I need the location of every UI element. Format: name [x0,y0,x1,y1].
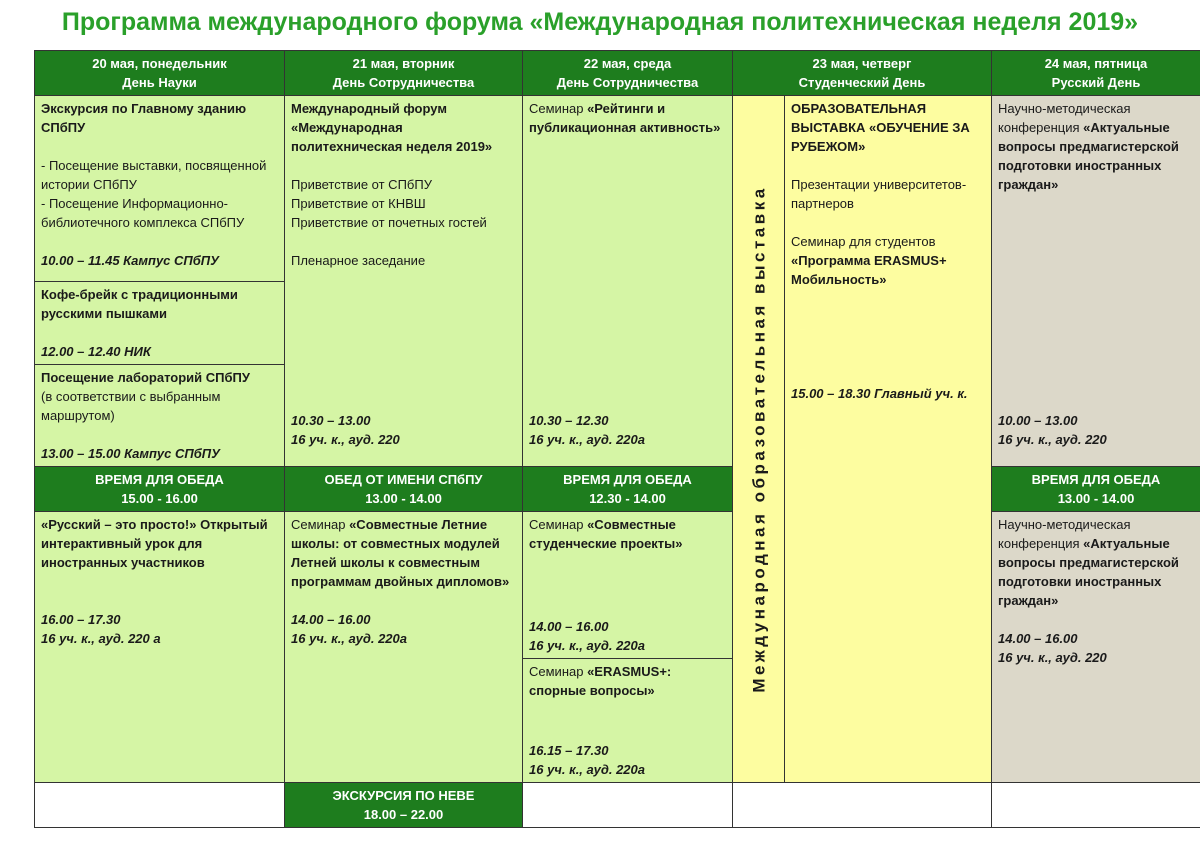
day-header-wed: 22 мая, среда День Сотрудничества [523,51,733,96]
fri-evening-empty [992,783,1200,828]
fri-lunch: ВРЕМЯ ДЛЯ ОБЕДА 13.00 - 14.00 [992,467,1200,512]
fri-conference-1: Научно-методическая конференция «Актуальные вопросы предмагистерской подготовки иностранных граждан» 10.00 – 13.00 16 уч. к., ауд. 220 [992,96,1200,467]
page-title: Программа международного форума «Международная политехническая неделя 2019» [61,8,1139,36]
mon-lunch: ВРЕМЯ ДЛЯ ОБЕДА 15.00 - 16.00 [35,467,285,512]
mon-coffee-break: Кофе-брейк с традиционными русскими пышками 12.00 – 12.40 НИК [35,282,285,365]
thu-vertical-exhibition: Международная образовательная выставка [733,96,785,783]
thu-evening-empty [733,783,992,828]
day-header-tue: 21 мая, вторник День Сотрудничества [285,51,523,96]
day-header-row [35,51,1200,96]
tue-neva-excursion: ЭКСКУРСИЯ ПО НЕВЕ 18.00 – 22.00 [285,783,523,828]
fri-conference-2: Научно-методическая конференция «Актуальные вопросы предмагистерской подготовки иностранных граждан» 14.00 – 16.00 16 уч. к., ауд. 220 [992,512,1200,783]
evening-row [35,783,1200,828]
day-header-mon: 20 мая, понедельник День Науки [35,51,285,96]
wed-evening-empty [523,783,733,828]
tue-seminar-summer-schools: Семинар «Совместные Летние школы: от совместных модулей Летней школы к совместным программам двойных дипломов» 14.00 – 16.00 16 уч. к., ауд. 220а [285,512,523,783]
day-header-fri: 24 мая, пятница Русский День [992,51,1200,96]
mon-evening-empty [35,783,285,828]
wed-seminar-student-projects: Семинар «Совместные студенческие проекты» 14.00 – 16.00 16 уч. к., ауд. 220а [523,512,733,659]
thu-exhibition: ОБРАЗОВАТЕЛЬНАЯ ВЫСТАВКА «ОБУЧЕНИЕ ЗА РУБЕЖОМ» Презентации университетов-партнеров Семинар для студентов «Программа ERASMUS+ Мобильность» 15.00 – 18.30 Главный уч. к. [785,96,992,783]
mon-russian-lesson: «Русский – это просто!» Открытый интерактивный урок для иностранных участников 16.00 – 17.30 16 уч. к., ауд. 220 а [35,512,285,783]
mon-excursion: Экскурсия по Главному зданию СПбПУ - Посещение выставки, посвященной истории СПбПУ - Посещение Информационно-библиотечного комплекса СПбПУ 10.00 – 11.45 Кампус СПбПУ [35,96,285,282]
tue-lunch: ОБЕД ОТ ИМЕНИ СПбПУ 13.00 - 14.00 [285,467,523,512]
lunch-row [35,467,1200,512]
wed-seminar-erasmus: Семинар «ERASMUS+: спорные вопросы» 16.15 – 17.30 16 уч. к., ауд. 220а [523,659,733,783]
mon-labs: Посещение лабораторий СПбПУ (в соответствии с выбранным маршрутом) 13.00 – 15.00 Кампус СПбПУ [35,365,285,467]
schedule-table [34,50,1200,828]
tue-forum: Международный форум «Международная политехническая неделя 2019» Приветствие от СПбПУ Приветствие от КНВШ Приветствие от почетных гостей Пленарное заседание 10.30 – 13.00 16 уч. к., ауд. 220 [285,96,523,467]
wed-lunch: ВРЕМЯ ДЛЯ ОБЕДА 12.30 - 14.00 [523,467,733,512]
wed-seminar-ratings: Семинар «Рейтинги и публикационная активность» 10.30 – 12.30 16 уч. к., ауд. 220а [523,96,733,467]
day-header-thu: 23 мая, четверг Студенческий День [733,51,992,96]
